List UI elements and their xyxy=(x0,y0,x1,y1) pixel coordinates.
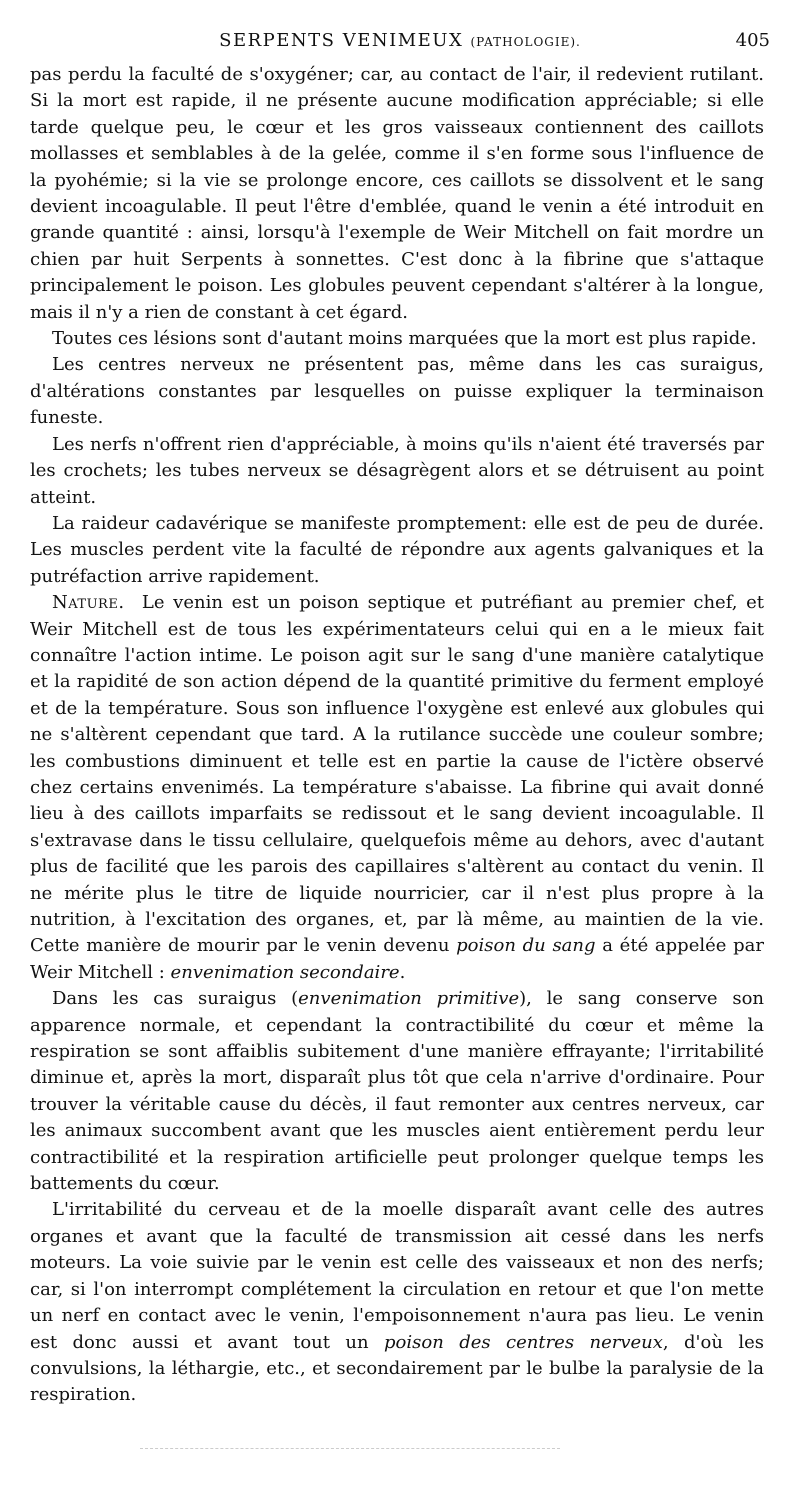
irritabilite-text-b: , d'où les convulsions, la léthargie, etc., et secondairement par le bulbe la paralysie de la respiration. xyxy=(30,1331,764,1406)
paragraph-nature xyxy=(30,590,764,986)
paragraph-blood-lesions: pas perdu la faculté de s'oxygéner; car, au contact de l'air, il redevient rutilant. Si la mort est rapide, il ne présente aucune modification appréciable; si elle tarde quelque peu, le cœur et les gros vaisseaux contiennent des caillots mollasses et semblables à de la gelée, comme il s'en forme sous l'influence de la pyohémie; si la vie se prolonge encore, ces caillots se dissolvent et le sang devient incoagulable. Il peut l'être d'emblée, quand le venin a été introduit en grande quantité : ainsi, lorsqu'à l'exemple de Weir Mitchell on fait mordre un chien par huit Serpents à sonnettes. C'est donc à la fibrine que s'attaque principalement le poison. Les globules peuvent cependant s'altérer à la longue, mais il n'y a rien de constant à cet égard. xyxy=(30,64,764,323)
irritabilite-emphasis-poison-centres-nerveux: poison des centres nerveux xyxy=(384,1331,663,1353)
paragraph-suraigus xyxy=(30,986,764,1197)
running-title-main: SERPENTS VENIMEUX xyxy=(219,30,464,51)
nature-text-b: a été appelée par Weir Mitchell : xyxy=(30,935,764,983)
suraigus-text-a: Dans les cas suraigus ( xyxy=(52,988,299,1010)
page-number: 405 xyxy=(735,30,770,51)
suraigus-emphasis-envenimation-primitive: envenimation primitive xyxy=(298,988,520,1010)
suraigus-text-b: ), le sang conserve son apparence normale, et cependant la contractibilité du cœur et même la respiration se sont affaiblis subitement d'une manière effrayante; l'irritabilité diminue et, après la mort, disparaît plus tôt que cela n'arrive d'ordinaire. Pour trouver la véritable cause du décès, il faut remonter aux centres nerveux, car les animaux succombent avant que les muscles aient entièrement perdu leur contractibilité et la respiration artificielle peut prolonger quelque temps les battements du cœur. xyxy=(30,988,764,1195)
paragraph-nerves: Les nerfs n'offrent rien d'appréciable, à moins qu'ils n'aient été traversés par les crochets; les tubes nerveux se désagrègent alors et se détruisent au point atteint. xyxy=(30,433,764,508)
page-body xyxy=(30,62,764,1409)
paragraph-lesions-speed: Toutes ces lésions sont d'autant moins marquées que la mort est plus rapide. xyxy=(52,328,757,350)
nature-text-a: Le venin est un poison septique et putréfiant au premier chef, et Weir Mitchell est de tous les expérimentateurs celui qui en a le mieux fait connaître l'action intime. Le poison agit sur le sang d'une manière catalytique et la rapidité de son action dépend de la quantité primitive du ferment employé et de la température. Sous son influence l'oxygène est enlevé aux globules qui ne s'altèrent cependant que tard. A la rutilance succède une couleur sombre; les combustions diminuent et telle est en partie la cause de l'ictère observé chez certains envenimés. La température s'abaisse. La fibrine qui avait donné lieu à des caillots imparfaits se redissout et le sang devient incoagulable. Il s'extravase dans le tissu cellulaire, quelquefois même au dehors, avec d'autant plus de facilité que les parois des capillaires s'altèrent au contact du venin. Il ne mérite plus le titre de liquide nourricier, car il n'est plus propre à la nutrition, à l'excitation des organes, et, par là même, au maintien de la vie. Cette manière de mourir par le venin devenu xyxy=(30,592,764,957)
section-label-nature: Nature. xyxy=(52,592,125,614)
nature-emphasis-envenimation-secondaire: envenimation secondaire xyxy=(170,961,400,983)
running-header xyxy=(30,30,770,58)
bottom-print-marks xyxy=(140,1448,560,1449)
irritabilite-text-a: L'irritabilité du cerveau et de la moelle disparaît avant celle des autres organes et avant que la faculté de transmission ait cessé dans les nerfs moteurs. La voie suivie par le venin est celle des vaisseaux et non des nerfs; car, si l'on interrompt complétement la circulation en retour et que l'on mette un nerf en contact avec le venin, l'empoisonnement n'aura pas lieu. Le venin est donc aussi et avant tout un xyxy=(30,1199,764,1353)
paragraph-irritabilite xyxy=(30,1197,764,1408)
running-title xyxy=(30,30,770,51)
running-title-subtitle: (PATHOLOGIE). xyxy=(470,35,581,49)
paragraph-rigor-mortis: La raideur cadavérique se manifeste promptement: elle est de peu de durée. Les muscles perdent vite la faculté de répondre aux agents galvaniques et la putréfaction arrive rapidement. xyxy=(30,512,764,587)
nature-text-c: . xyxy=(399,961,406,983)
nature-emphasis-poison-du-sang: poison du sang xyxy=(456,935,596,957)
paragraph-nerve-centres: Les centres nerveux ne présentent pas, même dans les cas suraigus, d'altérations constantes par lesquelles on puisse expliquer la terminaison funeste. xyxy=(30,354,764,429)
